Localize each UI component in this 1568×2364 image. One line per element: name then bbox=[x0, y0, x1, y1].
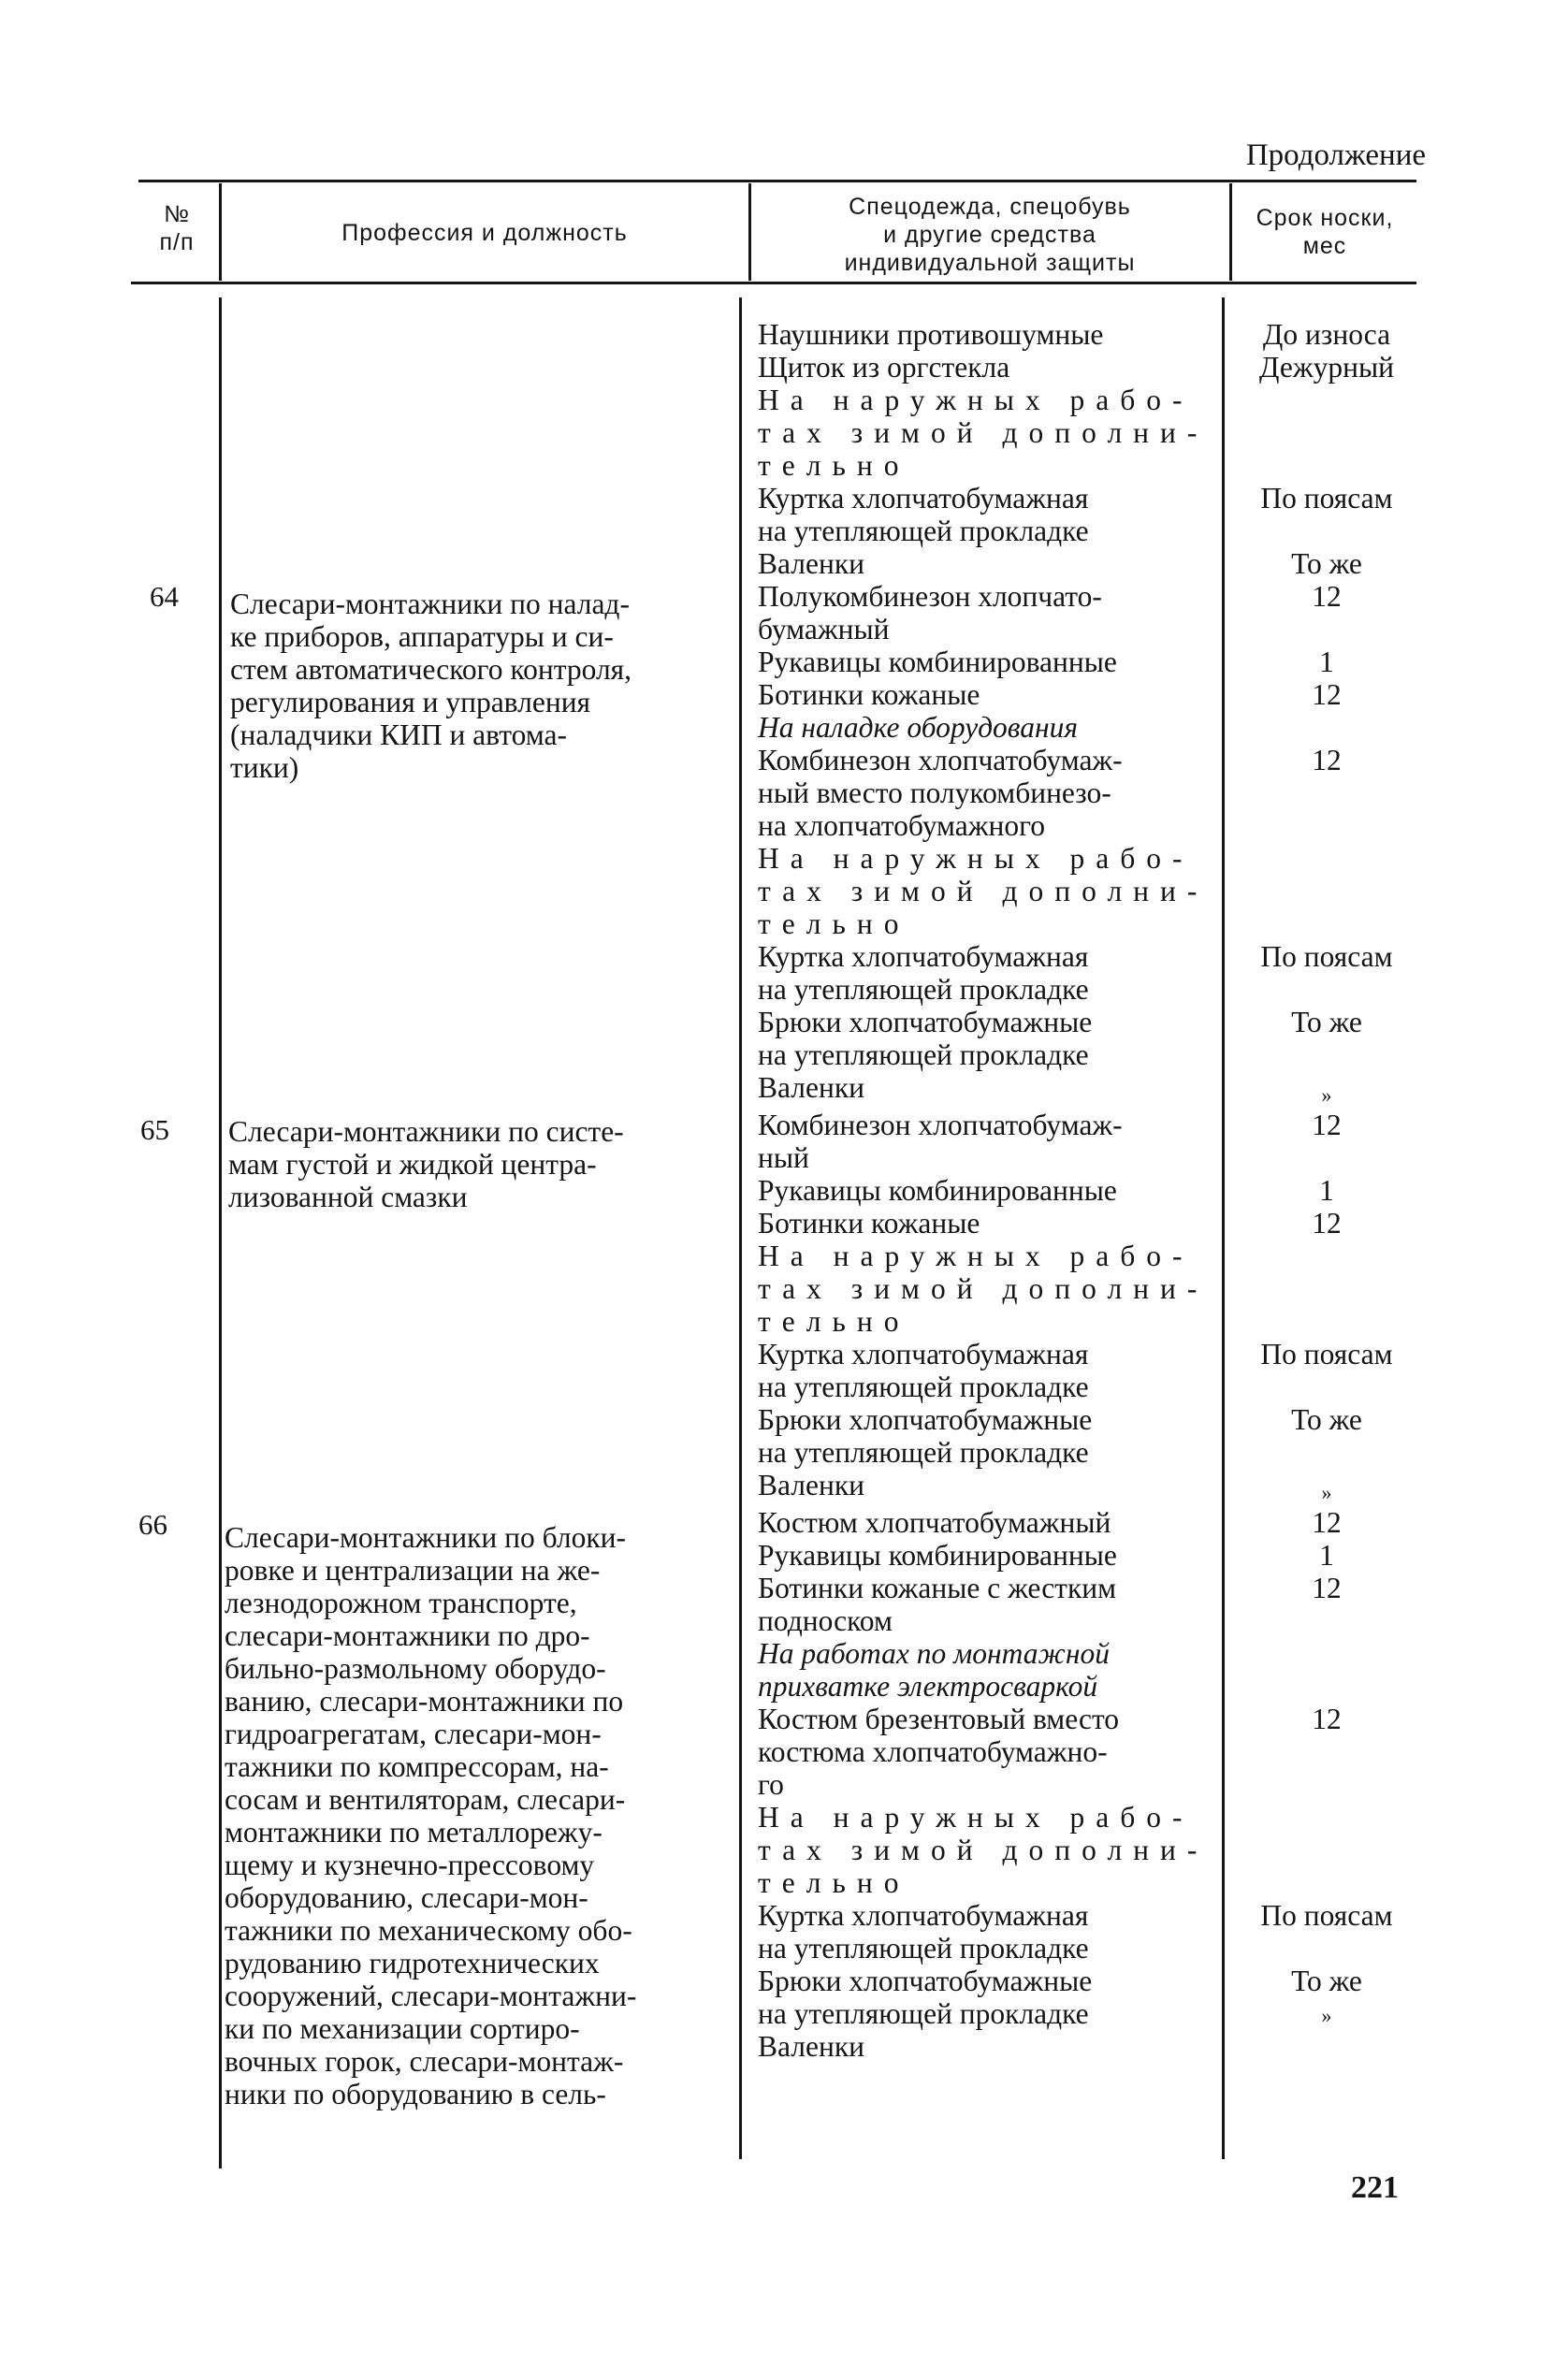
profession-65: Слесари-монтажники по систе- мам густой и жидкой центра- лизованной смазки bbox=[228, 1115, 624, 1213]
profession-64: Слесари-монтажники по налад- ке приборов, аппаратуры и си- стем автоматического контроля, регулирования и управления (наладчики КИП и автома- тики) bbox=[230, 587, 632, 784]
item: На наружных рабо- bbox=[758, 842, 1194, 875]
item: На наружных рабо- bbox=[758, 384, 1194, 416]
item: тельно bbox=[758, 1866, 910, 1899]
term: 1 bbox=[1319, 1174, 1334, 1207]
term: То же bbox=[1291, 1403, 1362, 1436]
item: Наушники противошумные bbox=[758, 318, 1104, 351]
term: 1 bbox=[1319, 1539, 1334, 1572]
item: ный вместо полукомбинезо- bbox=[758, 776, 1111, 809]
item: Рукавицы комбинированные bbox=[758, 1174, 1117, 1207]
term: 12 bbox=[1312, 1703, 1342, 1735]
item: Куртка хлопчатобумажная bbox=[758, 1338, 1089, 1371]
term: » bbox=[1321, 2004, 1332, 2027]
term: 12 bbox=[1312, 1506, 1342, 1539]
item: тельно bbox=[758, 907, 910, 940]
item: прихватке электросваркой bbox=[758, 1670, 1098, 1703]
item: на утепляющей прокладке bbox=[758, 1436, 1089, 1469]
term: 12 bbox=[1312, 1109, 1342, 1141]
header-profession: Профессия и должность bbox=[341, 220, 628, 246]
item: Брюки хлопчатобумажные bbox=[758, 1965, 1093, 1997]
item: на хлопчатобумажного bbox=[758, 809, 1046, 842]
term: До износа bbox=[1262, 318, 1391, 351]
term: 12 bbox=[1312, 678, 1342, 711]
term: По поясам bbox=[1260, 1338, 1393, 1371]
item: На работах по монтажной bbox=[758, 1637, 1110, 1670]
header-ppe: Спецодежда, спецобувь и другие средства индивидуальной защиты bbox=[844, 194, 1136, 276]
item: на утепляющей прокладке bbox=[758, 1997, 1089, 2030]
term: 12 bbox=[1312, 1572, 1342, 1604]
term: » bbox=[1321, 1083, 1332, 1107]
item: Куртка хлопчатобумажная bbox=[758, 1899, 1089, 1932]
item: Брюки хлопчатобумажные bbox=[758, 1006, 1093, 1038]
item: на утепляющей прокладке bbox=[758, 1371, 1089, 1403]
item: на утепляющей прокладке bbox=[758, 515, 1089, 547]
term: 1 bbox=[1319, 645, 1334, 678]
header-bottom-rule bbox=[131, 282, 1416, 284]
row-num-64: 64 bbox=[150, 580, 179, 613]
term: По поясам bbox=[1260, 482, 1393, 515]
row-num-66: 66 bbox=[138, 1508, 167, 1541]
term: То же bbox=[1291, 1006, 1362, 1038]
item: На наружных рабо- bbox=[758, 1240, 1194, 1272]
item: Комбинезон хлопчатобумаж- bbox=[758, 1109, 1123, 1141]
item: Ботинки кожаные с жестким bbox=[758, 1572, 1117, 1604]
term: То же bbox=[1291, 547, 1362, 580]
header-term: Срок носки, мес bbox=[1256, 205, 1394, 259]
item: тельно bbox=[758, 449, 910, 482]
term: 12 bbox=[1312, 580, 1342, 613]
item: тах зимой дополни- bbox=[758, 1834, 1209, 1866]
item: Куртка хлопчатобумажная bbox=[758, 940, 1089, 973]
term: Дежурный bbox=[1259, 351, 1394, 384]
item: на утепляющей прокладке bbox=[758, 973, 1089, 1006]
item: Рукавицы комбинированные bbox=[758, 1539, 1117, 1572]
item: Ботинки кожаные bbox=[758, 678, 980, 711]
item: бумажный bbox=[758, 613, 890, 645]
item: Куртка хлопчатобумажная bbox=[758, 482, 1089, 515]
item: Полукомбинезон хлопчато- bbox=[758, 580, 1102, 613]
page-number: 221 bbox=[1351, 2170, 1399, 2205]
profession-66: Слесари-монтажники по блоки- ровке и централизации на же- лезнодорожном транспорте, слесари-монтажники по дро- бильно-размольному оборудо- ванию, слесари-монтажники по гидроагрегатам, слесари-мон- тажники по компрессорам, на- сосам и вентиляторам, слесари- монтажники по металлорежу- щему и кузнечно-прессовому оборудованию, слесари-мон- тажники по механическому обо- рудованию гидротехнических сооружений, слесари-монтажни- ки по механизации сортиро- вочных горок, слесари-монтаж- ники по оборудованию в сель- bbox=[225, 1521, 637, 2110]
header-divider-3 bbox=[1229, 183, 1232, 281]
column-divider-2 bbox=[739, 297, 742, 2159]
item: тельно bbox=[758, 1305, 910, 1338]
term: По поясам bbox=[1260, 940, 1393, 973]
term: » bbox=[1321, 1481, 1332, 1504]
item: ный bbox=[758, 1141, 809, 1174]
item: На наружных рабо- bbox=[758, 1801, 1194, 1834]
item: Рукавицы комбинированные bbox=[758, 645, 1117, 678]
item: подноском bbox=[758, 1604, 893, 1637]
item: Щиток из оргстекла bbox=[758, 351, 1010, 384]
term: 12 bbox=[1312, 744, 1342, 776]
term: По поясам bbox=[1260, 1899, 1393, 1932]
item: Валенки bbox=[758, 1071, 864, 1104]
continuation-label: Продолжение bbox=[1245, 138, 1426, 172]
term: 12 bbox=[1312, 1207, 1342, 1240]
item: Валенки bbox=[758, 547, 864, 580]
term: То же bbox=[1291, 1965, 1362, 1997]
header-num: № п/п bbox=[159, 201, 195, 255]
item: Костюм брезентовый вместо bbox=[758, 1703, 1120, 1735]
table-top-rule bbox=[138, 180, 1416, 182]
column-divider-3 bbox=[1222, 297, 1225, 2159]
item: на утепляющей прокладке bbox=[758, 1038, 1089, 1071]
item: тах зимой дополни- bbox=[758, 416, 1209, 449]
item: На наладке оборудования bbox=[758, 711, 1079, 744]
item: Ботинки кожаные bbox=[758, 1207, 980, 1240]
item: Брюки хлопчатобумажные bbox=[758, 1403, 1093, 1436]
item: тах зимой дополни- bbox=[758, 875, 1209, 907]
item: Костюм хлопчатобумажный bbox=[758, 1506, 1111, 1539]
item: Валенки bbox=[758, 2030, 864, 2063]
row-num-65: 65 bbox=[140, 1113, 169, 1146]
header-divider-1 bbox=[219, 183, 222, 281]
item: костюма хлопчатобумажно- bbox=[758, 1735, 1108, 1768]
header-divider-2 bbox=[748, 183, 751, 281]
item: Комбинезон хлопчатобумаж- bbox=[758, 744, 1123, 776]
column-divider-1 bbox=[219, 297, 222, 2168]
item: тах зимой дополни- bbox=[758, 1272, 1209, 1305]
item: го bbox=[758, 1768, 784, 1801]
item: Валенки bbox=[758, 1469, 864, 1501]
item: на утепляющей прокладке bbox=[758, 1932, 1089, 1965]
